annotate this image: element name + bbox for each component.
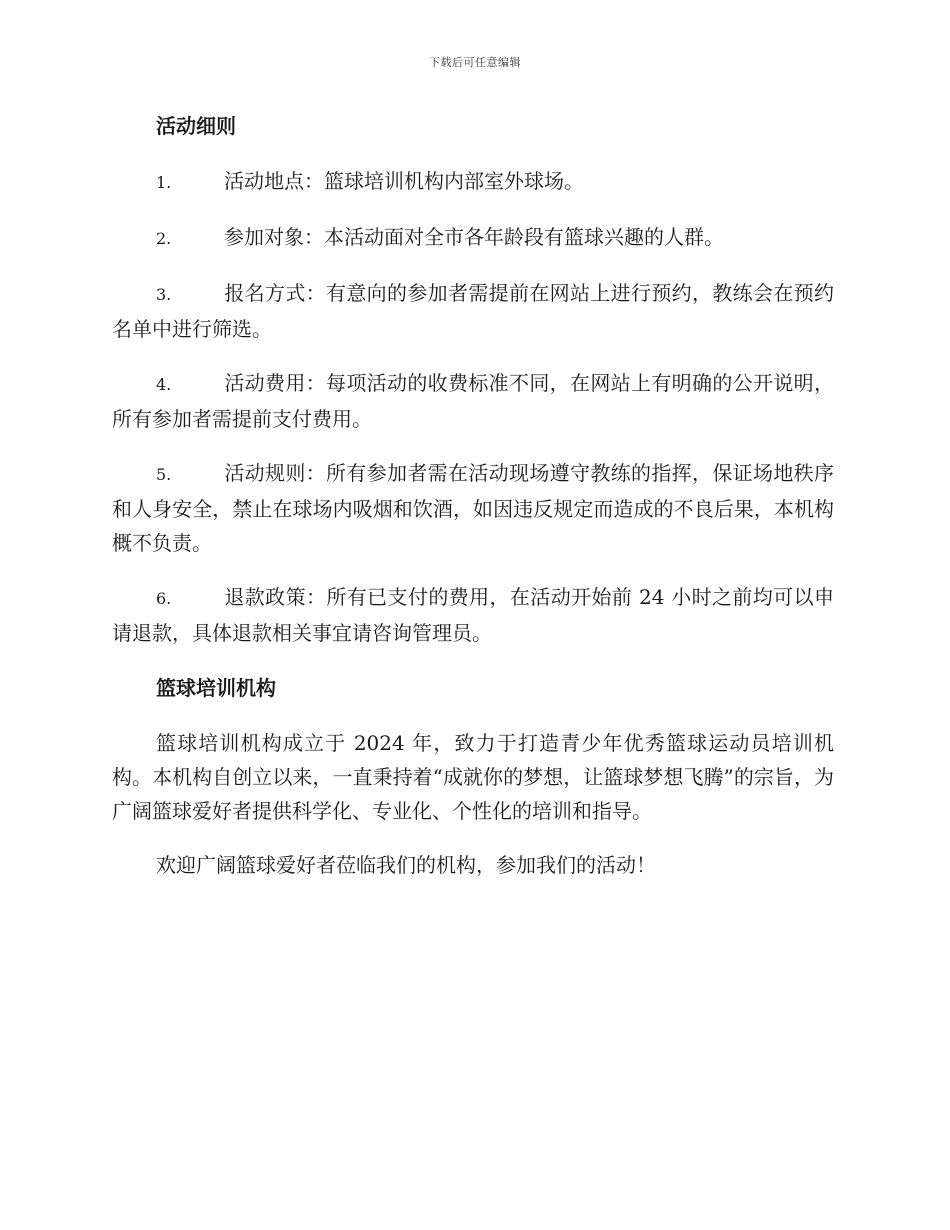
section-heading-activity-rules: 活动细则 [156,114,236,138]
list-item-text: 活动地点：篮球培训机构内部室外球场。 [224,169,584,193]
list-item [112,580,834,650]
list-item [112,220,834,256]
list-item-number: 1. [156,173,172,192]
welcome-paragraph: 欢迎广阔篮球爱好者莅临我们的机构，参加我们的活动！ [156,853,656,877]
document-body [112,108,834,902]
list-item-text: 参加对象：本活动面对全市各年龄段有篮球兴趣的人群。 [224,225,724,249]
list-item-number: 5. [156,465,172,484]
organization-intro-paragraph: 篮球培训机构成立于 2024 年，致力于打造青少年优秀篮球运动员培训机构。本机构自创立以来，一直秉持着“成就你的梦想，让篮球梦想飞腾”的宗旨，为广阔篮球爱好者提供科学化、专业化、个性化的培训和指导。 [112,731,834,823]
list-item-number: 3. [156,285,172,304]
list-item-text: 活动费用：每项活动的收费标准不同，在网站上有明确的公开说明，所有参加者需提前支付费用。 [112,371,834,431]
list-item-number: 4. [156,375,172,394]
list-item [112,366,834,436]
list-item-text: 退款政策：所有已支付的费用，在活动开始前 24 小时之前均可以申请退款，具体退款相关事宜请咨询管理员。 [112,585,834,645]
list-item-number: 2. [156,229,172,248]
list-item [112,456,834,560]
page-header: 下载后可任意编辑 [429,56,521,69]
list-item-text: 报名方式：有意向的参加者需提前在网站上进行预约，教练会在预约名单中进行筛选。 [112,281,834,341]
section-heading-organization: 篮球培训机构 [156,676,276,700]
list-item-number: 6. [156,589,172,608]
list-item [112,276,834,346]
list-item [112,164,834,200]
list-item-text: 活动规则：所有参加者需在活动现场遵守教练的指挥，保证场地秩序和人身安全，禁止在球场内吸烟和饮酒，如因违反规定而造成的不良后果，本机构概不负责。 [112,461,834,555]
